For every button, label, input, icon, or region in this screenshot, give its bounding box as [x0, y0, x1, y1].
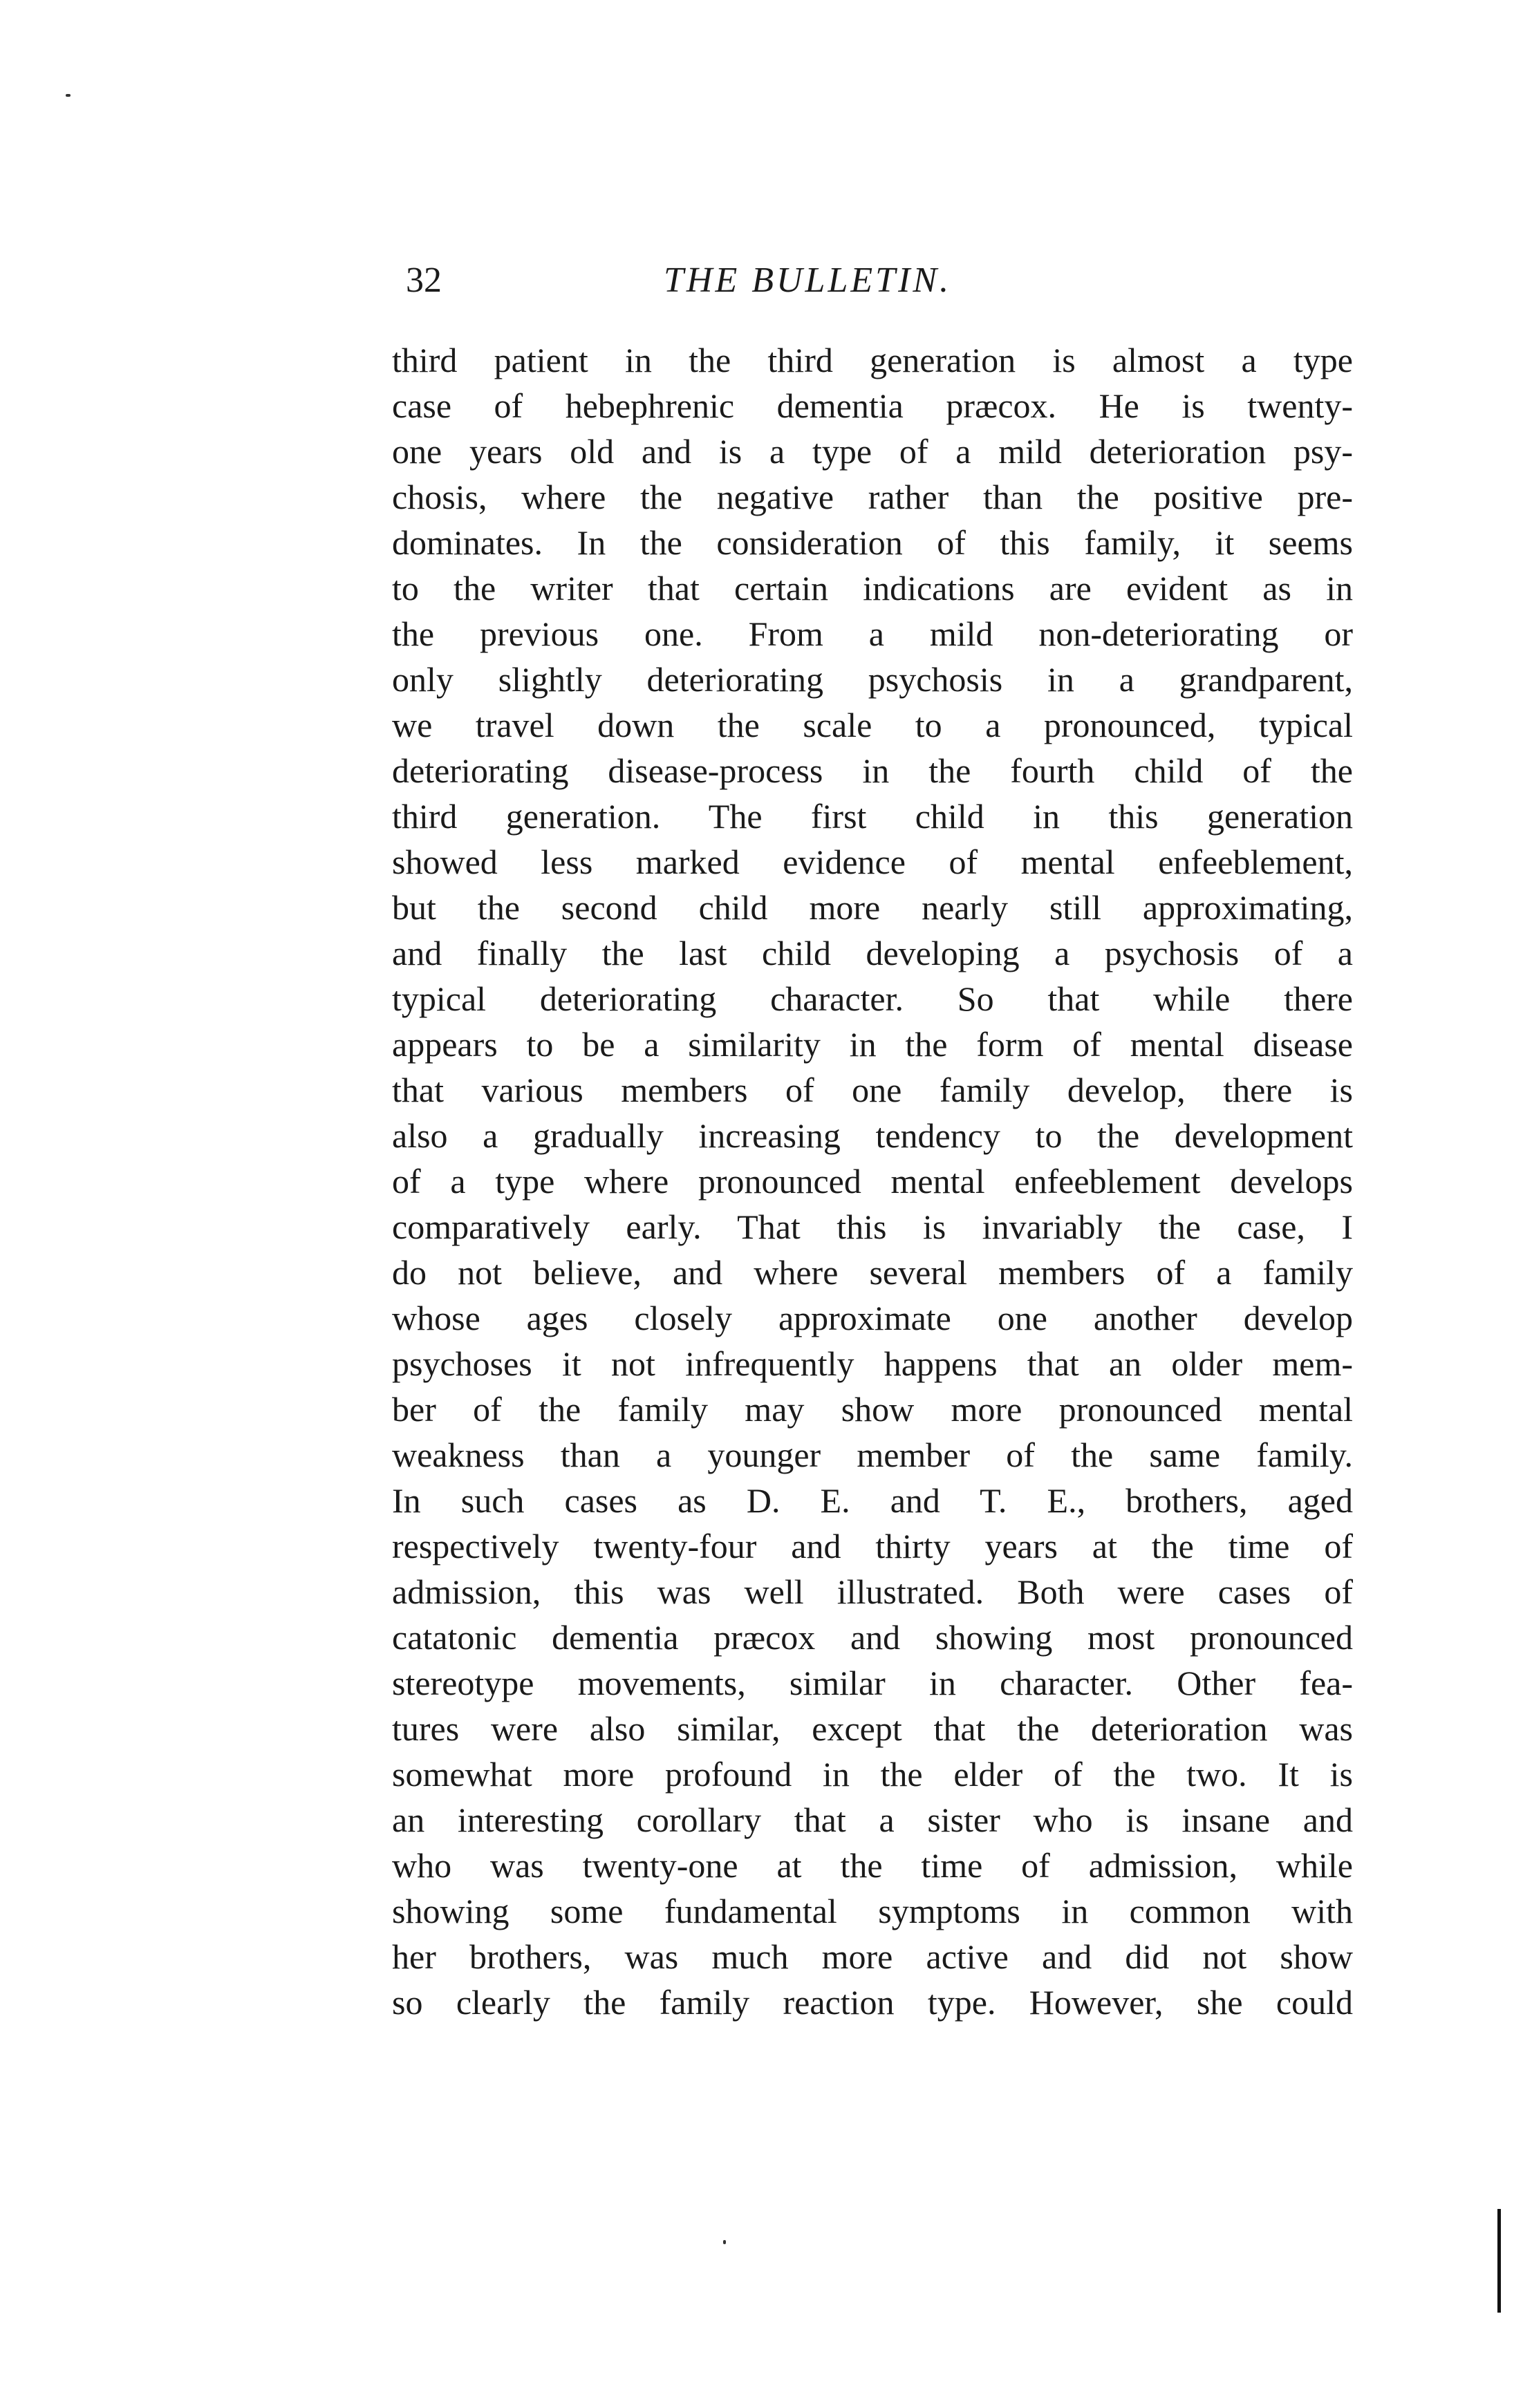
text-line: tures were also similar, except that the deterioration was — [392, 1709, 1353, 1748]
page-number: 32 — [406, 261, 442, 300]
text-line: stereotype movements, similar in character. Other fea- — [392, 1664, 1353, 1702]
text-line: the previous one. From a mild non-deteriorating or — [392, 614, 1353, 653]
body-paragraph — [392, 337, 1353, 2025]
text-line: who was twenty-one at the time of admission, while — [392, 1846, 1353, 1885]
text-line: of a type where pronounced mental enfeeblement develops — [392, 1162, 1353, 1201]
text-line: appears to be a similarity in the form of mental disease — [392, 1025, 1353, 1064]
text-line: dominates. In the consideration of this family, it seems — [392, 523, 1353, 562]
text-line: we travel down the scale to a pronounced, typical — [392, 706, 1353, 744]
text-line: deteriorating disease-process in the fourth child of the — [392, 751, 1353, 790]
text-line: admission, this was well illustrated. Both were cases of — [392, 1572, 1353, 1611]
text-line: so clearly the family reaction type. However, she could — [392, 1983, 1353, 2022]
text-line: whose ages closely approximate one another develop — [392, 1299, 1353, 1337]
text-line: also a gradually increasing tendency to the development — [392, 1116, 1353, 1155]
text-line: an interesting corollary that a sister who is insane and — [392, 1800, 1353, 1839]
text-line: but the second child more nearly still approximating, — [392, 888, 1353, 927]
text-line: chosis, where the negative rather than the positive pre- — [392, 478, 1353, 516]
text-line: weakness than a younger member of the same family. — [392, 1436, 1353, 1474]
text-line: only slightly deteriorating psychosis in a grandparent, — [392, 660, 1353, 699]
running-head-title: THE BULLETIN. — [664, 261, 952, 300]
text-line: showing some fundamental symptoms in common with — [392, 1892, 1353, 1930]
page-edge-mark — [1497, 2209, 1501, 2313]
text-line: do not believe, and where several members of a family — [392, 1253, 1353, 1292]
text-line: ber of the family may show more pronounced mental — [392, 1390, 1353, 1429]
text-line: comparatively early. That this is invariably the case, I — [392, 1207, 1353, 1246]
text-line: one years old and is a type of a mild deterioration psy- — [392, 432, 1353, 471]
text-line: third patient in the third generation is almost a type — [392, 341, 1353, 379]
text-line: respectively twenty-four and thirty years at the time of — [392, 1527, 1353, 1565]
text-line: case of hebephrenic dementia præcox. He is twenty- — [392, 386, 1353, 425]
text-line: that various members of one family develop, there is — [392, 1071, 1353, 1109]
scan-speck — [723, 2240, 726, 2244]
text-line: showed less marked evidence of mental enfeeblement, — [392, 843, 1353, 881]
text-line: somewhat more profound in the elder of the two. It is — [392, 1755, 1353, 1794]
text-line: third generation. The first child in this generation — [392, 797, 1353, 836]
text-line: typical deteriorating character. So that while there — [392, 979, 1353, 1018]
text-line: and finally the last child developing a psychosis of a — [392, 934, 1353, 972]
text-line: In such cases as D. E. and T. E., brothers, aged — [392, 1481, 1353, 1520]
text-line: psychoses it not infrequently happens that an older mem- — [392, 1344, 1353, 1383]
text-line: to the writer that certain indications are evident as in — [392, 569, 1353, 608]
text-line: catatonic dementia præcox and showing most pronounced — [392, 1618, 1353, 1657]
text-line: her brothers, was much more active and did not show — [392, 1937, 1353, 1976]
scan-speck — [66, 94, 71, 97]
